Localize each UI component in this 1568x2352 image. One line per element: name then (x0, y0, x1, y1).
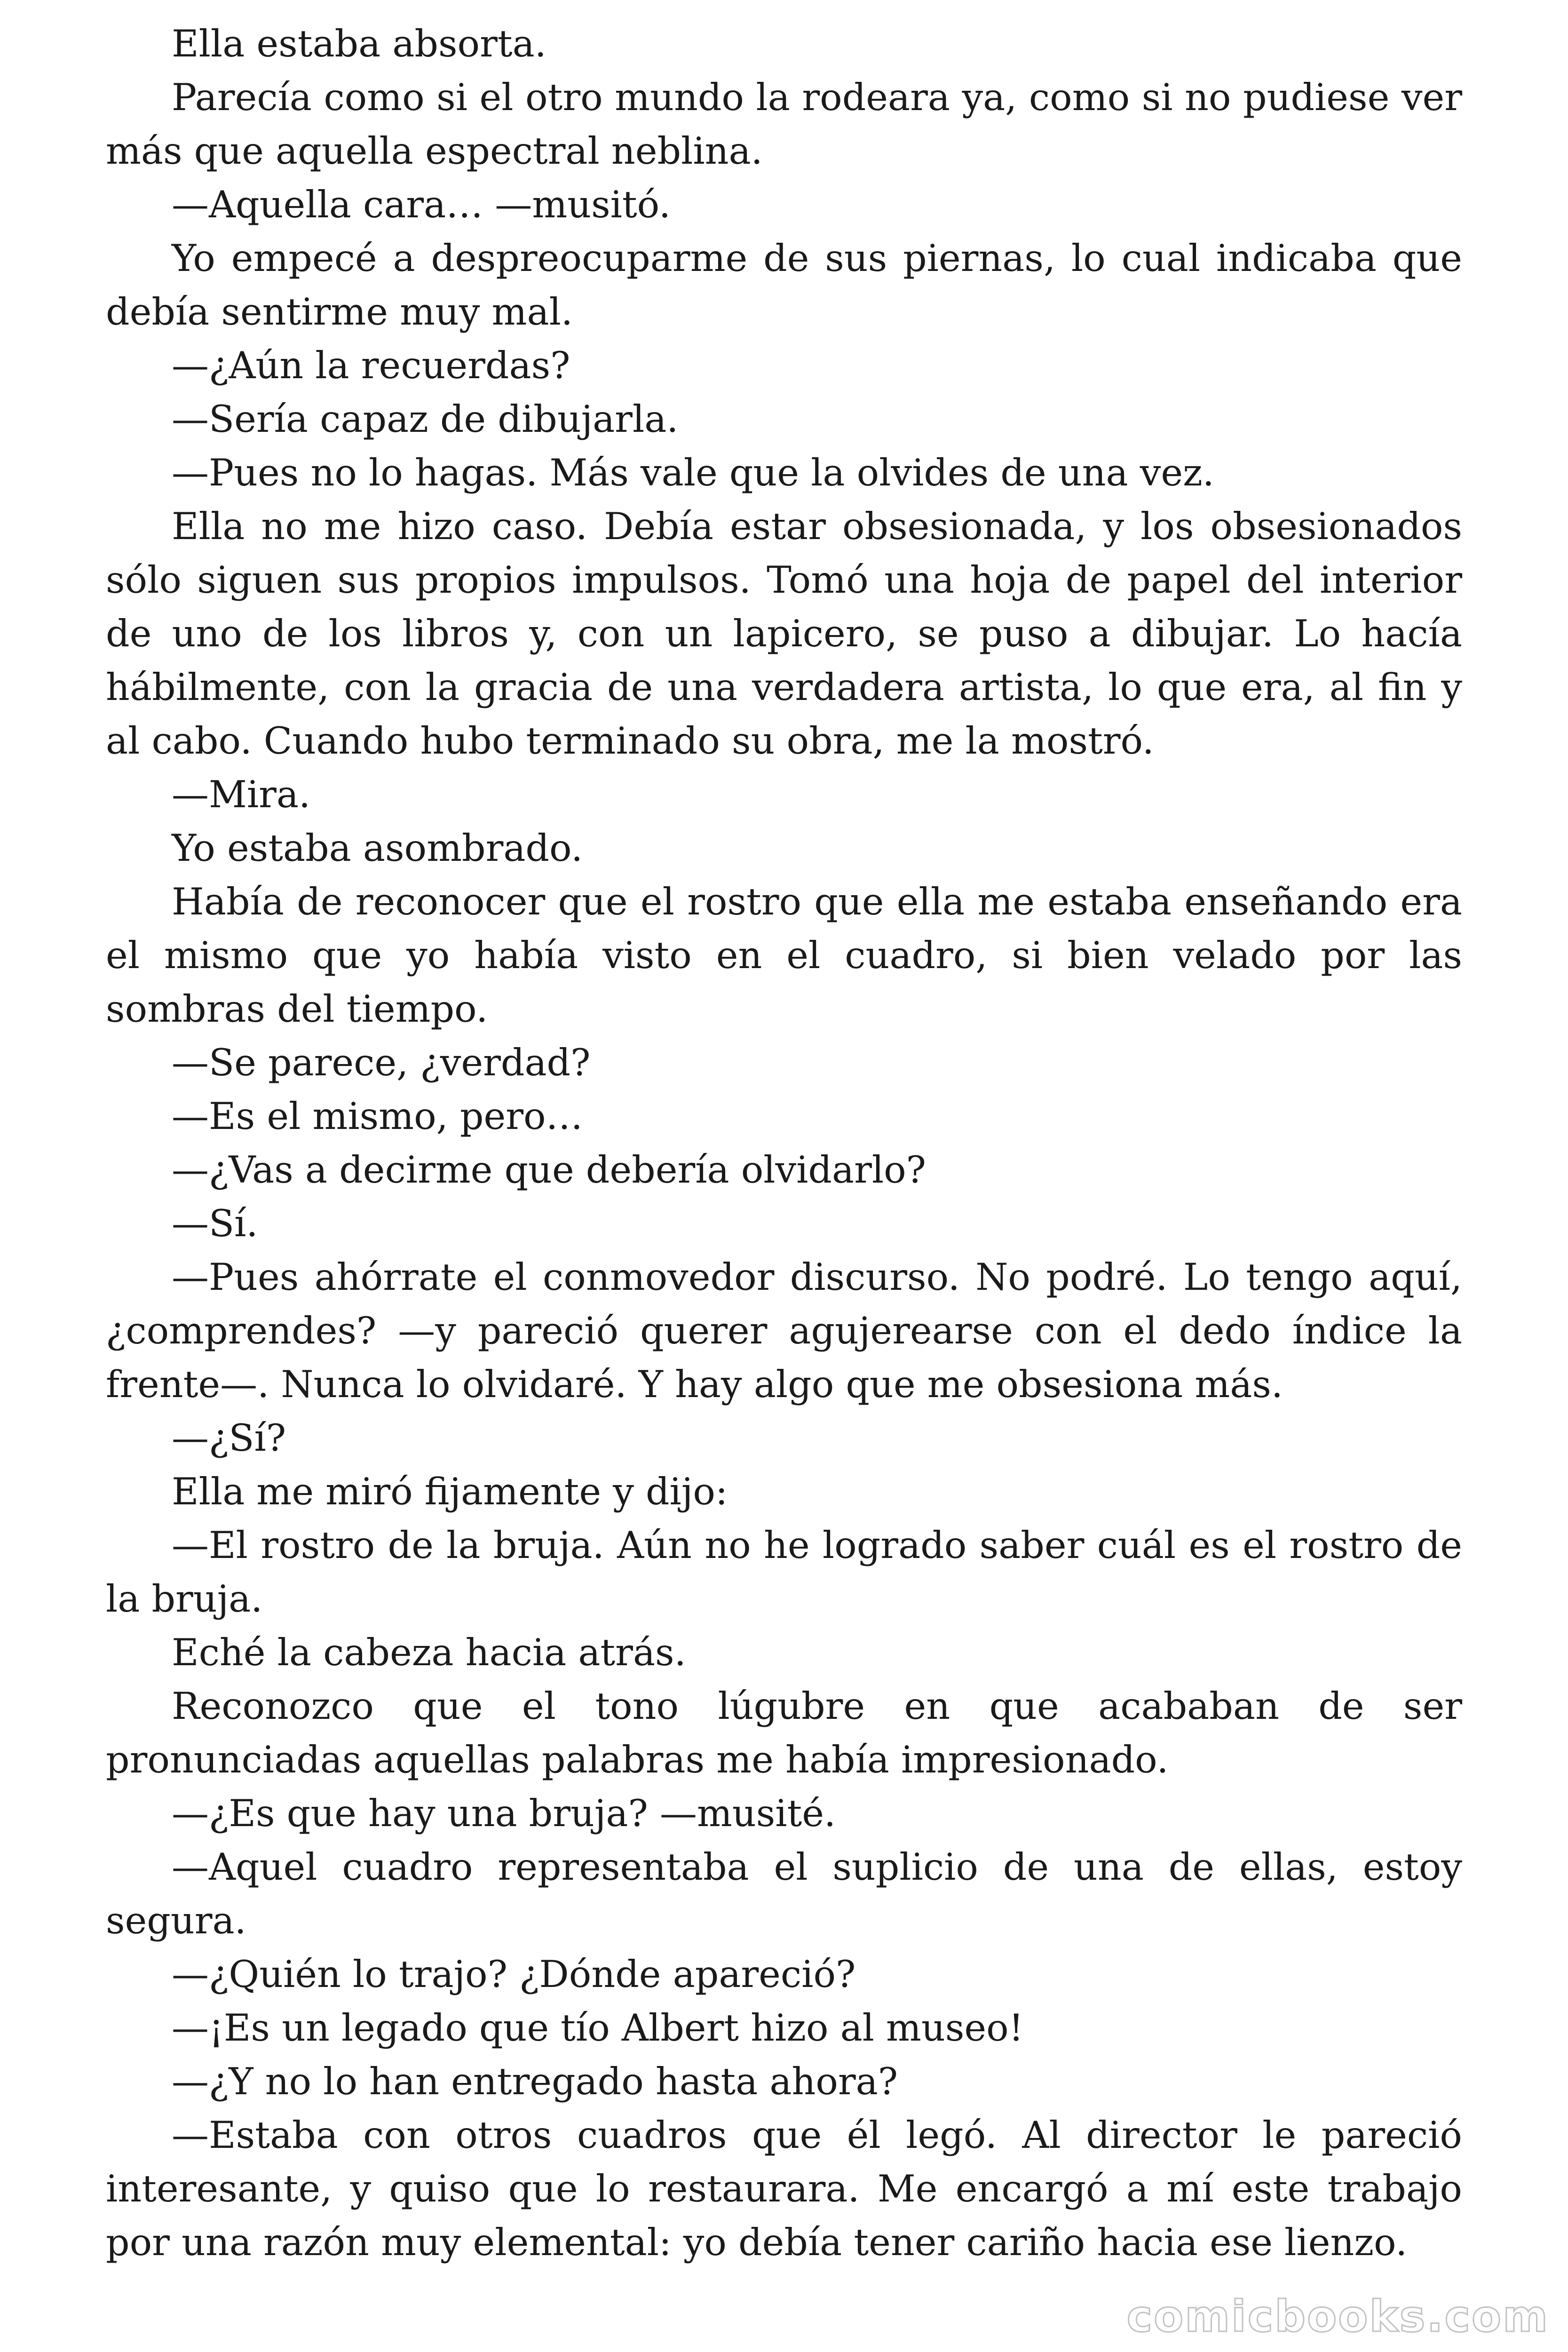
paragraph: —¿Sí? (172, 1416, 286, 1460)
paragraph: —¿Vas a decirme que debería olvidarlo? (172, 1148, 927, 1192)
paragraph: —Sí. (172, 1202, 258, 1245)
paragraph: —Es el mismo, pero… (172, 1095, 583, 1138)
paragraph: Ella no me hizo caso. Debía estar obsesionada, y los obsesionados sólo siguen sus propios impulsos. Tomó una hoja de papel del interior de uno de los libros y, con un lapicero, se puso a dibujar. Lo hacía hábilmente, con la gracia de una verdadera artista, lo que era, al fin y al cabo. Cuando hubo terminado su obra, me la mostró. (106, 505, 1462, 763)
paragraph: Parecía como si el otro mundo la rodeara ya, como si no pudiese ver más que aquella espectral neblina. (106, 76, 1462, 173)
paragraph: Ella me miró fijamente y dijo: (172, 1470, 728, 1513)
paragraph: —¿Y no lo han entregado hasta ahora? (172, 2060, 898, 2103)
paragraph: Ella estaba absorta. (172, 22, 546, 65)
paragraph: —¿Aún la recuerdas? (172, 344, 570, 387)
paragraph: —Mira. (172, 773, 311, 816)
paragraph: Yo estaba asombrado. (172, 826, 583, 870)
paragraph: —Aquella cara… —musitó. (172, 183, 671, 226)
paragraph: —Aquel cuadro representaba el suplicio de una de ellas, estoy segura. (106, 1845, 1462, 1942)
paragraph: Había de reconocer que el rostro que ella me estaba enseñando era el mismo que yo había visto en el cuadro, si bien velado por las sombras del tiempo. (106, 880, 1462, 1031)
paragraph: —¿Es que hay una bruja? —musité. (172, 1792, 836, 1835)
paragraph: —¿Quién lo trajo? ¿Dónde apareció? (172, 1953, 856, 1996)
paragraph: —¡Es un legado que tío Albert hizo al museo! (172, 2006, 1024, 2050)
paragraph: —Pues no lo hagas. Más vale que la olvides de una vez. (172, 451, 1214, 494)
paragraph: —Se parece, ¿verdad? (172, 1041, 591, 1084)
paragraph: Reconozco que el tono lúgubre en que acababan de ser pronunciadas aquellas palabras me había impresionado. (106, 1685, 1462, 1781)
paragraph: —El rostro de la bruja. Aún no he logrado saber cuál es el rostro de la bruja. (106, 1524, 1462, 1621)
paragraph: Eché la cabeza hacia atrás. (172, 1631, 686, 1674)
paragraph: —Estaba con otros cuadros que él legó. Al director le pareció interesante, y quiso que lo restaurara. Me encargó a mí este trabajo por una razón muy elemental: yo debía tener cariño hacia ese lienzo. (106, 2114, 1462, 2264)
paragraph: Yo empecé a despreocuparme de sus piernas, lo cual indicaba que debía sentirme muy mal. (106, 237, 1462, 334)
paragraph: —Sería capaz de dibujarla. (172, 397, 679, 441)
paragraph: —Pues ahórrate el conmovedor discurso. No podré. Lo tengo aquí, ¿comprendes? —y pareció querer agujerearse con el dedo índice la frente—. Nunca lo olvidaré. Y hay algo que me obsesiona más. (106, 1255, 1462, 1406)
body-text (106, 17, 1462, 2269)
watermark: comicbooks.com (1126, 2291, 1549, 2342)
